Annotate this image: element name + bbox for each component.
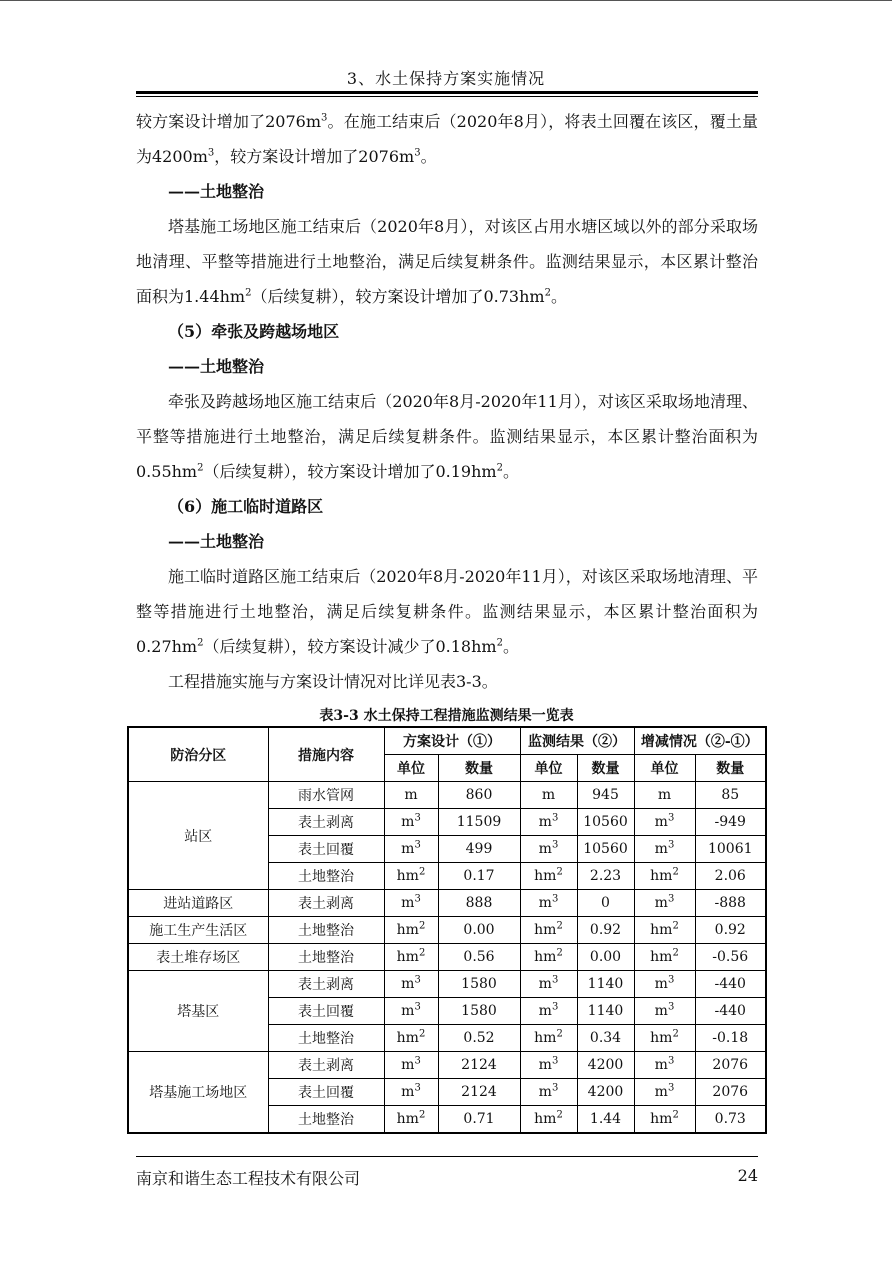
change-qty-cell: -0.18 (695, 1025, 766, 1052)
header-unit: 单位 (520, 755, 577, 782)
section-heading: （5）牵张及跨越场地区 (168, 322, 340, 341)
header-measure: 措施内容 (268, 727, 384, 782)
measure-cell: 土地整治 (268, 1106, 384, 1134)
monitor-qty-cell: 0 (577, 890, 634, 917)
table-row (128, 917, 766, 944)
monitor-qty-cell: 1140 (577, 998, 634, 1025)
monitor-unit-cell: $m^3$ (520, 809, 577, 836)
table-row (128, 782, 766, 809)
header-qty: 数量 (438, 755, 520, 782)
change-qty-cell: 2076 (695, 1079, 766, 1106)
zone-cell: 塔基施工场地区 (128, 1052, 268, 1134)
measure-cell: 土地整治 (268, 917, 384, 944)
zone-cell: 塔基区 (128, 971, 268, 1052)
change-qty-cell: 10061 (695, 836, 766, 863)
monitor-unit-cell: $m^3$ (520, 998, 577, 1025)
design-unit-cell: $m^3$ (384, 971, 438, 998)
section-heading: （6）施工临时道路区 (168, 497, 324, 516)
measure-cell: 表土剥离 (268, 971, 384, 998)
superscript: 3 (321, 112, 328, 124)
monitor-qty-cell: 0.92 (577, 917, 634, 944)
design-qty-cell: 0.71 (438, 1106, 520, 1134)
change-qty-cell: -0.56 (695, 944, 766, 971)
monitor-qty-cell: 0.00 (577, 944, 634, 971)
table-row (128, 890, 766, 917)
measure-cell: 表土回覆 (268, 836, 384, 863)
header-rule (136, 91, 758, 94)
design-unit-cell: $m^3$ (384, 809, 438, 836)
design-unit-cell: $m^3$ (384, 836, 438, 863)
change-unit-cell: $m^3$ (634, 836, 695, 863)
design-unit-cell: $m^3$ (384, 998, 438, 1025)
measure-cell: 表土剥离 (268, 1052, 384, 1079)
design-unit-cell: $m^3$ (384, 1079, 438, 1106)
design-qty-cell: 0.52 (438, 1025, 520, 1052)
header-monitor: 监测结果（②） (520, 727, 634, 755)
superscript: 2 (197, 637, 204, 649)
design-unit-cell: m (384, 782, 438, 809)
superscript: 2 (496, 637, 503, 649)
monitor-qty-cell: 4200 (577, 1079, 634, 1106)
design-unit-cell: $hm^2$ (384, 1106, 438, 1134)
change-unit-cell: $m^3$ (634, 971, 695, 998)
change-unit-cell: $m^3$ (634, 998, 695, 1025)
monitor-qty-cell: 945 (577, 782, 634, 809)
change-qty-cell: -440 (695, 998, 766, 1025)
monitor-unit-cell: $hm^2$ (520, 917, 577, 944)
superscript: 2 (197, 462, 204, 474)
table-caption: 表3-3 水土保持工程措施监测结果一览表 (319, 708, 574, 724)
design-unit-cell: $hm^2$ (384, 863, 438, 890)
monitor-unit-cell: $hm^2$ (520, 863, 577, 890)
measure-cell: 土地整治 (268, 863, 384, 890)
superscript: 2 (245, 287, 252, 299)
superscript: 2 (544, 287, 551, 299)
change-unit-cell: m (634, 782, 695, 809)
paragraph: 塔基施工场地区施工结束后（2020年8月），对该区占用水塘区域以外的部分采取场地清理、平整等措施进行土地整治，满足后续复耕条件。监测结果显示，本区累计整治面积为$1.44hm^2$（后续复耕），较方案设计增加了$0.73hm^2$。 (136, 217, 758, 306)
design-unit-cell: $m^3$ (384, 1052, 438, 1079)
monitor-unit-cell: $hm^2$ (520, 1025, 577, 1052)
monitor-unit-cell: $m^3$ (520, 836, 577, 863)
monitor-unit-cell: $hm^2$ (520, 1106, 577, 1134)
monitor-qty-cell: 1140 (577, 971, 634, 998)
change-qty-cell: -888 (695, 890, 766, 917)
change-qty-cell: 2.06 (695, 863, 766, 890)
measure-cell: 表土剥离 (268, 809, 384, 836)
footer-company: 南京和谐生态工程技术有限公司 (136, 1169, 361, 1188)
body-text (136, 104, 758, 699)
design-unit-cell: $hm^2$ (384, 917, 438, 944)
monitor-qty-cell: 10560 (577, 809, 634, 836)
measure-cell: 土地整治 (268, 944, 384, 971)
zone-cell: 施工生产生活区 (128, 917, 268, 944)
design-qty-cell: 860 (438, 782, 520, 809)
paragraph: 施工临时道路区施工结束后（2020年8月-2020年11月），对该区采取场地清理、平整等措施进行土地整治，满足后续复耕条件。监测结果显示，本区累计整治面积为$0.27hm^2$（后续复耕），较方案设计减少了$0.18hm^2$。 (136, 567, 758, 656)
table-row (128, 971, 766, 998)
design-unit-cell: $hm^2$ (384, 944, 438, 971)
design-qty-cell: 888 (438, 890, 520, 917)
measure-cell: 表土回覆 (268, 1079, 384, 1106)
superscript: 3 (207, 147, 215, 159)
header-zone: 防治分区 (128, 727, 268, 782)
monitor-qty-cell: 2.23 (577, 863, 634, 890)
paragraph: 较方案设计增加了$2076m^3$。在施工结束后（2020年8月），将表土回覆在该区，覆土量为$4200m^3$，较方案设计增加了$2076m^3$。 (136, 112, 758, 166)
change-unit-cell: $hm^2$ (634, 863, 695, 890)
design-qty-cell: 2124 (438, 1052, 520, 1079)
header-qty: 数量 (695, 755, 766, 782)
running-header: 3、水土保持方案实施情况 (346, 69, 546, 88)
monitor-qty-cell: 1.44 (577, 1106, 634, 1134)
design-unit-cell: $hm^2$ (384, 1025, 438, 1052)
measure-cell: 表土剥离 (268, 890, 384, 917)
header-unit: 单位 (634, 755, 695, 782)
design-unit-cell: $m^3$ (384, 890, 438, 917)
monitor-unit-cell: $m^3$ (520, 1052, 577, 1079)
monitor-qty-cell: 0.34 (577, 1025, 634, 1052)
design-qty-cell: 0.17 (438, 863, 520, 890)
monitor-qty-cell: 10560 (577, 836, 634, 863)
design-qty-cell: 499 (438, 836, 520, 863)
change-qty-cell: 0.92 (695, 917, 766, 944)
zone-cell: 站区 (128, 782, 268, 890)
paragraph: 牵张及跨越场地区施工结束后（2020年8月-2020年11月），对该区采取场地清理、平整等措施进行土地整治，满足后续复耕条件。监测结果显示，本区累计整治面积为$0.55hm^2$（后续复耕），较方案设计增加了$0.19hm^2$。 (136, 392, 758, 481)
change-unit-cell: $m^3$ (634, 1052, 695, 1079)
zone-cell: 进站道路区 (128, 890, 268, 917)
design-qty-cell: 1580 (438, 998, 520, 1025)
monitor-qty-cell: 4200 (577, 1052, 634, 1079)
design-qty-cell: 0.00 (438, 917, 520, 944)
design-qty-cell: 0.56 (438, 944, 520, 971)
header-unit: 单位 (384, 755, 438, 782)
section-heading: ——土地整治 (168, 182, 265, 201)
header-qty: 数量 (577, 755, 634, 782)
measures-table (127, 726, 767, 1134)
monitor-unit-cell: $m^3$ (520, 1079, 577, 1106)
change-unit-cell: $hm^2$ (634, 944, 695, 971)
table-row (128, 1052, 766, 1079)
change-qty-cell: 85 (695, 782, 766, 809)
measure-cell: 表土回覆 (268, 998, 384, 1025)
table-header-row (128, 727, 766, 755)
change-qty-cell: -949 (695, 809, 766, 836)
change-unit-cell: $hm^2$ (634, 1106, 695, 1134)
superscript: 3 (414, 147, 421, 159)
top-rule (0, 0, 892, 1)
measures-table-container (127, 726, 765, 1134)
zone-cell: 表土堆存场区 (128, 944, 268, 971)
change-qty-cell: -440 (695, 971, 766, 998)
paragraph: 工程措施实施与方案设计情况对比详见表3-3。 (168, 672, 498, 691)
section-heading: ——土地整治 (168, 357, 265, 376)
table-row (128, 944, 766, 971)
section-heading: ——土地整治 (168, 532, 265, 551)
change-unit-cell: $hm^2$ (634, 1025, 695, 1052)
change-qty-cell: 0.73 (695, 1106, 766, 1134)
change-qty-cell: 2076 (695, 1052, 766, 1079)
measure-cell: 土地整治 (268, 1025, 384, 1052)
change-unit-cell: $m^3$ (634, 809, 695, 836)
monitor-unit-cell: $m^3$ (520, 971, 577, 998)
measure-cell: 雨水管网 (268, 782, 384, 809)
header-change: 增减情况（②-①） (634, 727, 766, 755)
design-qty-cell: 2124 (438, 1079, 520, 1106)
header-design: 方案设计（①） (384, 727, 520, 755)
monitor-unit-cell: $m^3$ (520, 890, 577, 917)
change-unit-cell: $m^3$ (634, 1079, 695, 1106)
design-qty-cell: 1580 (438, 971, 520, 998)
change-unit-cell: $hm^2$ (634, 917, 695, 944)
page-number: 24 (737, 1166, 758, 1185)
header-rule-thin (136, 96, 758, 97)
footer-rule (136, 1156, 758, 1157)
monitor-unit-cell: m (520, 782, 577, 809)
superscript: 2 (496, 462, 503, 474)
monitor-unit-cell: $hm^2$ (520, 944, 577, 971)
design-qty-cell: 11509 (438, 809, 520, 836)
table-body (128, 782, 766, 1134)
change-unit-cell: $m^3$ (634, 890, 695, 917)
